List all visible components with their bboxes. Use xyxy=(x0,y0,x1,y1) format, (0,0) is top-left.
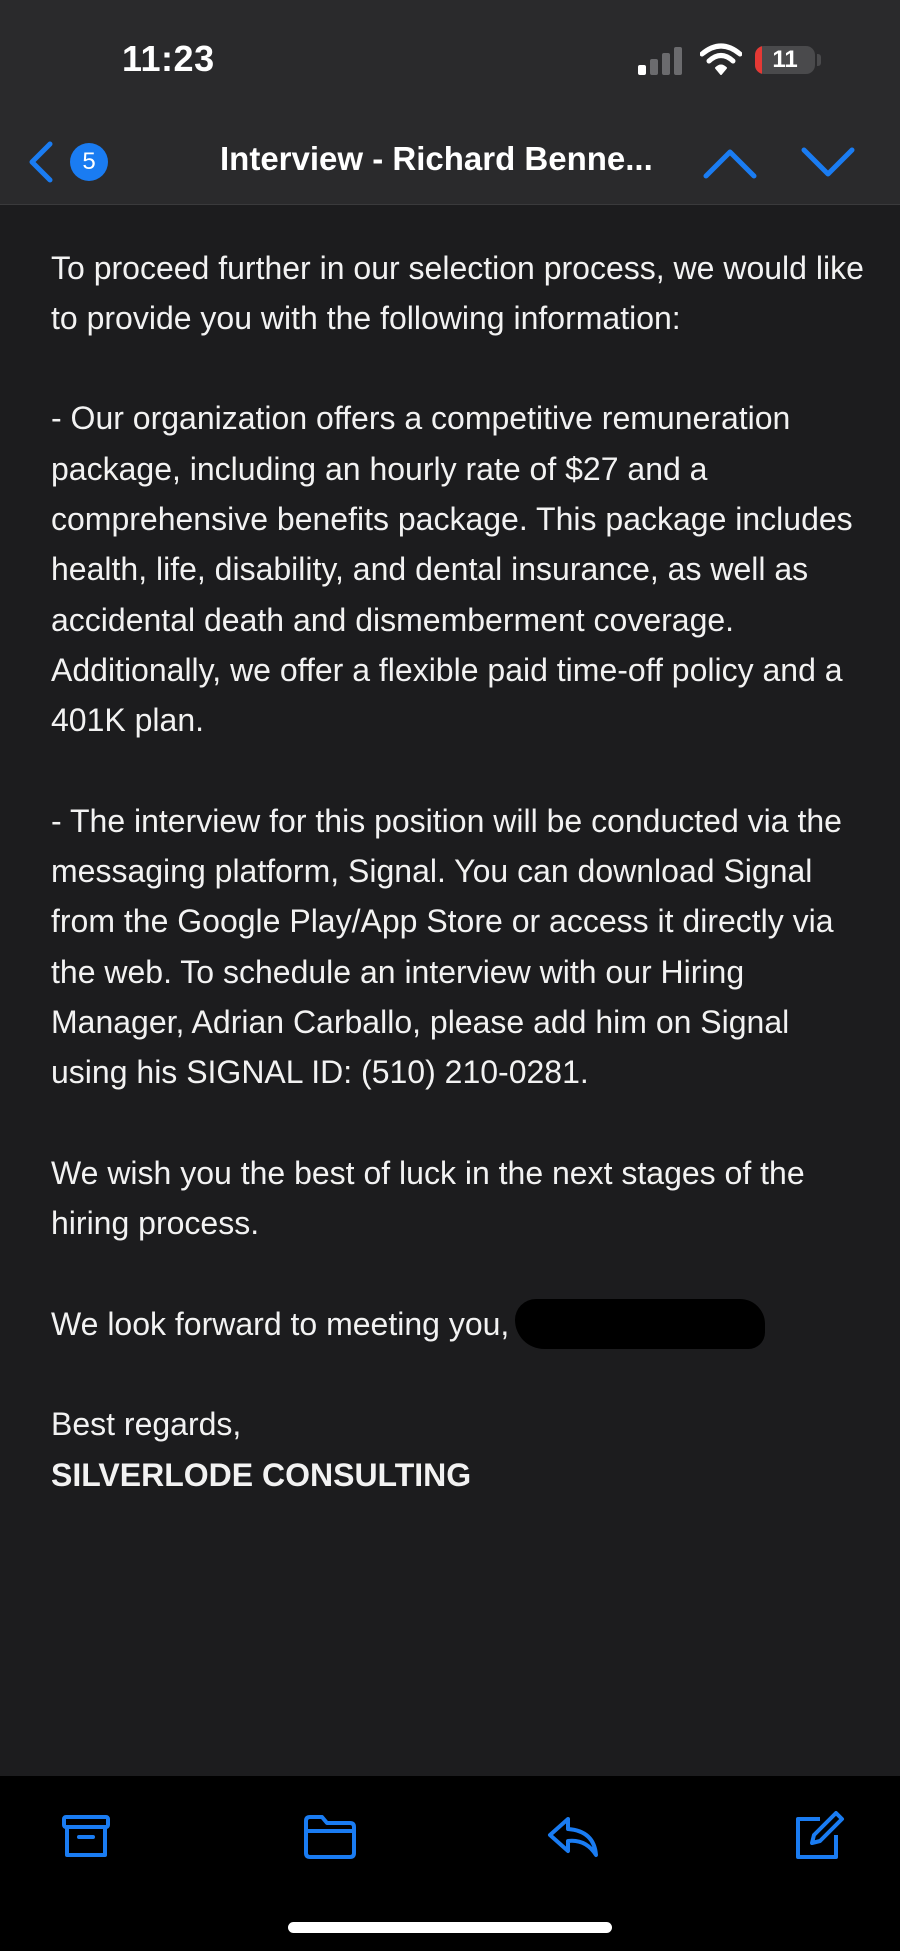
status-bar xyxy=(0,0,900,120)
navigation-bar xyxy=(0,120,900,205)
email-signature: SILVERLODE CONSULTING xyxy=(51,1456,472,1493)
chevron-left-icon xyxy=(26,138,56,186)
email-subject-title: Interview - Richard Benne... xyxy=(220,140,653,177)
home-indicator[interactable] xyxy=(288,1922,612,1933)
email-signoff: Best regards, xyxy=(51,1406,242,1443)
next-message-button[interactable] xyxy=(798,140,858,184)
redacted-name xyxy=(515,1299,765,1349)
archive-icon[interactable] xyxy=(58,1811,114,1861)
back-button[interactable] xyxy=(26,138,121,188)
battery-cap xyxy=(817,54,821,66)
wifi-icon xyxy=(700,42,742,76)
email-closing-line: We look forward to meeting you, xyxy=(51,1305,510,1342)
email-paragraph: - Our organization offers a competitive remuneration package, including an hourly rate of $27 and a comprehensive benefits package. This package includes health, life, disability, and dental insurance, as well as accidental death and dismemberment coverage. Additionally, we offer a flexible paid time-off policy and a 401K plan. xyxy=(51,400,853,739)
unread-count-badge: 5 xyxy=(70,143,108,181)
email-paragraph: To proceed further in our selection process, we would like to provide you with the following information: xyxy=(51,249,864,336)
email-paragraph: We wish you the best of luck in the next stages of the hiring process. xyxy=(51,1154,805,1242)
reply-icon[interactable] xyxy=(546,1811,602,1861)
battery-icon xyxy=(755,46,815,74)
email-closing-paragraph xyxy=(51,1299,871,1349)
email-body-text xyxy=(51,205,871,1550)
email-paragraph: - The interview for this position will be conducted via the messaging platform, Signal. You can download Signal from the Google Play/App Store or access it directly via the web. To schedule an interview with our Hiring Manager, Adrian Carballo, please add him on Signal using his SIGNAL ID: (510) 210-0281. xyxy=(51,802,842,1091)
previous-message-button[interactable] xyxy=(700,140,760,184)
battery-percentage: 11 xyxy=(772,46,798,73)
compose-icon[interactable] xyxy=(790,1811,846,1861)
email-signoff-block xyxy=(51,1399,871,1500)
cellular-signal-icon xyxy=(638,45,686,75)
email-body[interactable] xyxy=(0,205,900,1775)
status-time: 11:23 xyxy=(122,38,215,79)
folder-icon[interactable] xyxy=(302,1811,358,1861)
